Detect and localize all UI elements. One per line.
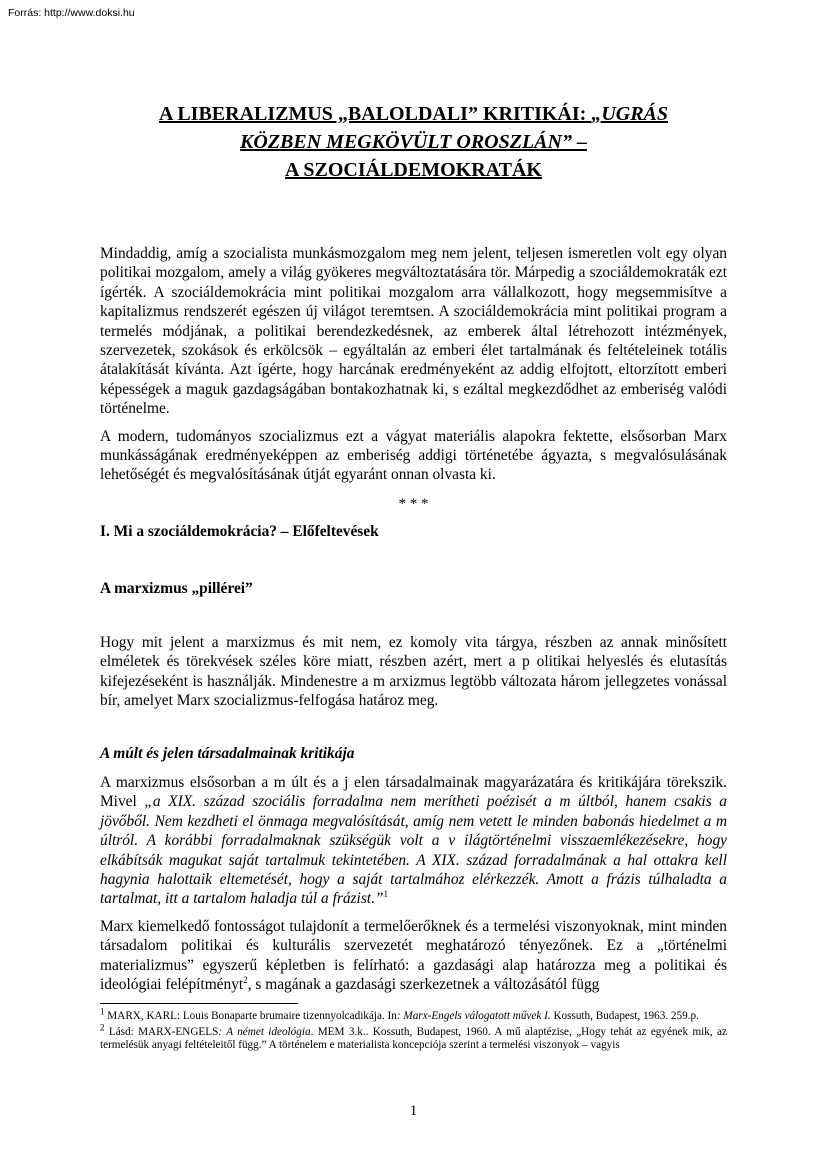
paragraph-4-lead: A marxizmus elsősorban a m últ és a j elen társadalmainak magyarázatára és kritikájára törekszik. Mivel (100, 774, 727, 811)
footnotes (100, 1006, 727, 1055)
footnote-1-before: MARX, KARL: Louis Bonaparte brumaire tizennyolcadikája. In (104, 1010, 397, 1022)
section-heading-1: I. Mi a szociáldemokrácia? – Előfeltevések (100, 523, 379, 540)
footnote-divider (100, 1003, 298, 1004)
footnote-1 (100, 1006, 727, 1024)
title-line-1 (100, 100, 727, 128)
paragraph-5-text (100, 917, 727, 995)
marx-quote: „a XIX. század szociális forradalma nem merítheti poézisét a m últból, hanem csakis a jövőből. Nem kezdheti el önmaga megvalósítását, amíg nem vetett le minden babonás hiedelmet a m últról. A korábbi forradalmaknak szükségük volt a v ilágtörténelmi visszaemlékezésekre, hogy elkábítsák magukat saját tartalmuk tekintetében. A XIX. század forradalmának a hal ottakra kell hagynia halottaik eltemetését, hogy a saját tartalmához elérkezzék. Amott a frázis túlhaladta a tartalmat, itt a tartalom haladja túl a frázist.” (100, 793, 727, 908)
title-line-1-italic: „UGRÁS (591, 103, 669, 125)
intro-section (100, 244, 727, 485)
separator-stars: * * * (398, 496, 429, 512)
footnote-2-after: . MEM 3.k.. Kossuth, Budapest, 1960. A mű alaptézise, „Hogy tehát az egyének mik, az termelésük anyagi feltételeitől függ.” A történelem e materialista koncepciója szerint a termelési viszonyok – vagyis (100, 1025, 727, 1052)
footnote-2 (100, 1021, 727, 1053)
intro-paragraph-1: Mindaddig, amíg a szocialista munkásmozgalom meg nem jelent, teljesen ismeretlen volt egy olyan politikai mozgalom, amely a világ gyökeres megváltoztatására tör. Márpedig a szociáldemokraták ezt ígérték. A szociáldemokrácia mint politikai mozgalom arra vállalkozott, hogy megsemmisítve a kapitalizmus rendszerét egészen új világot teremtsen. A szociáldemokrácia mint politikai program a termelés módjának, a politikai berendezkedésnek, az emberek által létrehozott intézmények, szervezetek, szokások és erkölcsök – egyáltalán az emberi élet tartalmának és feltételeinek totális átalakítását kívánta. Azt ígérte, hogy harcának eredményeként az addig elfojtott, eltorzított emberi képességek a maguk gazdagságában bontakozhatnak ki, s ezáltal megkezdődhet az emberiség valódi történelme. (100, 245, 727, 418)
footnote-ref-1[interactable]: 1 (383, 889, 388, 900)
footnote-2-before: Lásd: MARX-ENGELS (104, 1025, 219, 1038)
title-line-2: KÖZBEN MEGKÖVÜLT OROSZLÁN” – (240, 131, 587, 153)
paragraph-3 (100, 633, 727, 711)
footnote-1-number: 1 (100, 1006, 105, 1017)
paragraph-5-after: , s magának a gazdasági szerkezetnek a változásától függ (247, 976, 600, 994)
footnote-1-after: Kossuth, Budapest, 1963. 259.p. (550, 1010, 699, 1022)
paragraph-5-before: Marx kiemelkedő fontosságot tulajdonít a termelőerőknek és a termelési viszonyoknak, mint minden társadalom politikai és kulturális szervezetét meghatározó tényezőnek. Ez a „történelmi materializmus” egyszerű képletben is felírható: a gazdasági alap határozza meg a politikai és ideológiai felépítményt (100, 918, 727, 994)
page-number: 1 (409, 1103, 418, 1119)
document-title (100, 100, 727, 184)
title-line-3: A SZOCIÁLDEMOKRATÁK (285, 159, 542, 181)
footnote-ref-2[interactable]: 2 (243, 975, 248, 986)
source-label: Forrás: http://www.doksi.hu (8, 7, 135, 19)
footnote-2-italic: : A német ideológia (218, 1025, 311, 1038)
footnote-2-number: 2 (100, 1021, 105, 1032)
title-line-1-plain: A LIBERALIZMUS „BALOLDALI” KRITIKÁI: (158, 103, 592, 125)
paragraph-5 (100, 917, 727, 995)
section-heading-2: A marxizmus „pillérei” (100, 580, 253, 597)
subsection-heading: A múlt és jelen társadalmainak kritikája (100, 745, 355, 762)
intro-paragraph-2: A modern, tudományos szocializmus ezt a vágyat materiális alapokra fektette, elsősorban Marx munkásságának eredményeképpen az emberiség addigi történetébe ágyazta, s megvalósulásának lehetőségét és megvalósításának útját egyaránt onnan olvasta ki. (100, 427, 727, 484)
paragraph-3-text: Hogy mit jelent a marxizmus és mit nem, ez komoly vita tárgya, részben az annak minősített elméletek és törekvések széles köre miatt, részben azért, mert a p olitikai helyeslés és elutasítás kifejezéseként is használják. Mindenestre a m arxizmus legtöbb változata három jellegzetes vonással bír, amelyet Marx szocializmus-felfogása határoz meg. (100, 634, 727, 710)
footnote-1-italic: : Marx-Engels válogatott művek I. (396, 1010, 551, 1022)
paragraph-4 (100, 773, 727, 909)
paragraph-4-text (100, 773, 727, 909)
